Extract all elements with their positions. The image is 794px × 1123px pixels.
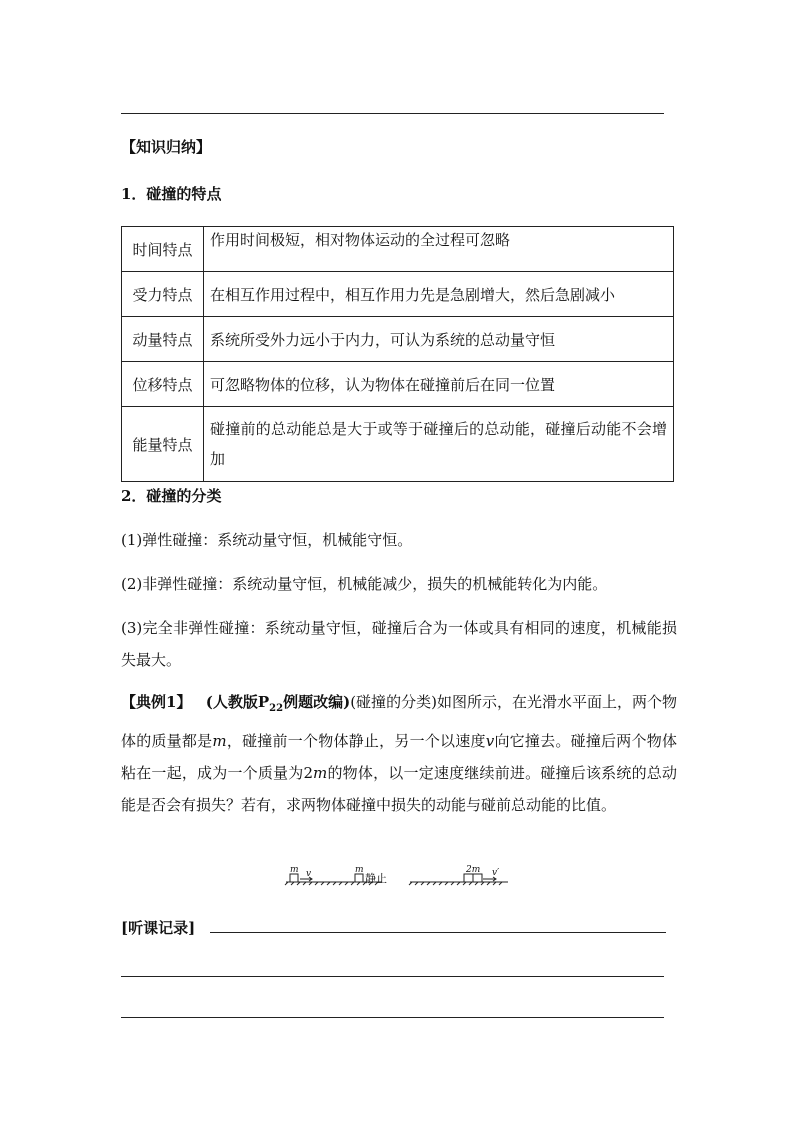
table-value: 作用时间极短，相对物体运动的全过程可忽略 — [204, 227, 674, 272]
table-row — [122, 407, 674, 482]
table-key: 时间特点 — [122, 227, 204, 272]
notes-line[interactable] — [210, 932, 666, 933]
mass-symbol: m — [212, 732, 227, 750]
table-value: 在相互作用过程中，相互作用力先是急剧增大，然后急剧减小 — [204, 272, 674, 317]
velocity-label: v — [306, 869, 312, 879]
source-page: 22 — [269, 703, 284, 714]
example-text: 的物体，以一定速度继续前进。碰撞后该系统的总动能是否会有损失？若有，求两物体碰撞中损失的动能与碰前总动能的比值。 — [121, 764, 677, 814]
collision-features-table — [121, 226, 674, 482]
mass-symbol: m — [313, 764, 328, 782]
table-key: 受力特点 — [122, 272, 204, 317]
subheading-collision-types: 2．碰撞的分类 — [121, 487, 222, 505]
example-text: ，碰撞前一个物体静止，另一个以速度 — [226, 732, 486, 750]
example-label: 【典例1】 — [121, 693, 192, 711]
collision-figure — [282, 862, 532, 886]
block1-mass-label: m — [290, 865, 299, 875]
velocity-symbol: v — [485, 732, 495, 750]
table-row — [122, 317, 674, 362]
block2-mass-label: m — [355, 865, 364, 875]
item-inelastic: (2)非弹性碰撞：系统动量守恒，机械能减少，损失的机械能转化为内能。 — [121, 575, 608, 593]
example-text: 如图所示，在光滑水平面上，两个物体的质量都是 — [121, 693, 677, 750]
example-source — [205, 693, 351, 714]
table-value: 系统所受外力远小于内力，可认为系统的总动量守恒 — [204, 317, 674, 362]
notes-line[interactable] — [121, 1017, 664, 1018]
notes-line[interactable] — [121, 976, 664, 977]
table-row — [122, 227, 674, 272]
example-paragraph — [121, 686, 677, 821]
header-rule — [121, 113, 664, 114]
source-prefix: (人教版P — [205, 693, 270, 711]
table-row — [122, 272, 674, 317]
table-value: 可忽略物体的位移，认为物体在碰撞前后在同一位置 — [204, 362, 674, 407]
final-velocity-label: v′ — [492, 868, 500, 878]
table-key: 位移特点 — [122, 362, 204, 407]
notes-label: [听课记录] — [121, 919, 196, 937]
table-key: 动量特点 — [122, 317, 204, 362]
example-topic: (碰撞的分类) — [350, 693, 437, 711]
item-perfectly-inelastic: (3)完全非弹性碰撞：系统动量守恒，碰撞后合为一体或具有相同的速度，机械能损失最大。 — [121, 619, 677, 669]
source-suffix: 例题改编) — [283, 693, 351, 711]
at-rest-label: 静止 — [365, 872, 387, 885]
example-text: 向它撞去。碰撞后两个物体粘在一起，成为一个质量为2 — [121, 732, 677, 782]
subheading-collision-features: 1．碰撞的特点 — [121, 185, 222, 203]
table-row — [122, 362, 674, 407]
section-heading: 【知识归纳】 — [121, 138, 212, 156]
combined-mass-label: 2m — [466, 865, 481, 875]
table-value: 碰撞前的总动能总是大于或等于碰撞后的总动能，碰撞后动能不会增加 — [204, 407, 674, 482]
table-key: 能量特点 — [122, 407, 204, 482]
item-elastic: (1)弹性碰撞：系统动量守恒，机械能守恒。 — [121, 531, 413, 549]
